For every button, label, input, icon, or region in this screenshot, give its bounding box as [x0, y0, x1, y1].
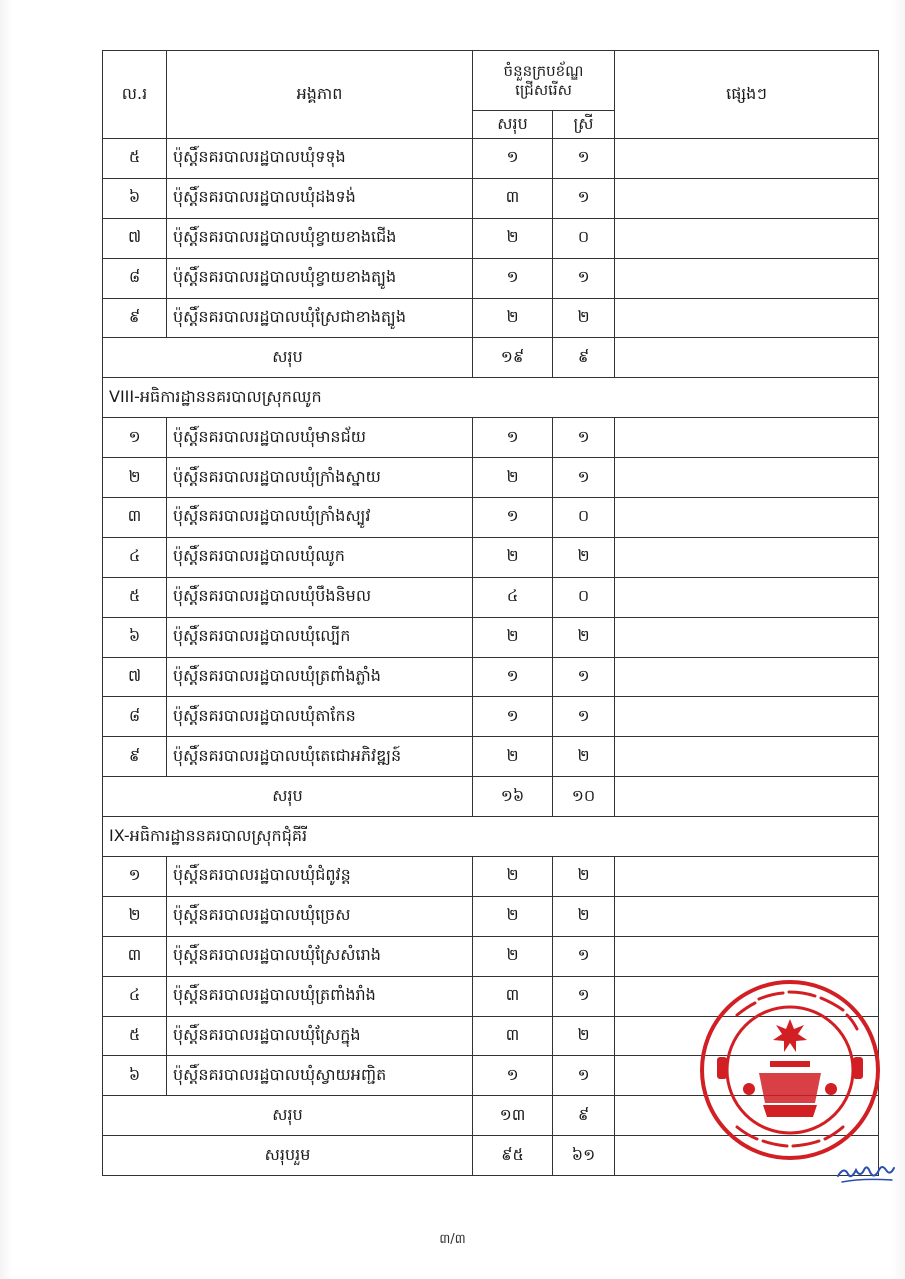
row-unit-name: ប៉ុស្តិ៍នគរបាលរដ្ឋបាលឃុំឈូក: [167, 537, 473, 577]
row-unit-name: ប៉ុស្តិ៍នគរបាលរដ្ឋបាលឃុំបឹងនិមល: [167, 577, 473, 617]
row-unit-name: ប៉ុស្តិ៍នគរបាលរដ្ឋបាលឃុំខ្វាយខាងត្បូង: [167, 258, 473, 298]
row-total: ១: [473, 697, 553, 737]
subtotal-total: ១៦: [473, 777, 553, 817]
row-total: ១: [473, 498, 553, 538]
row-other: [615, 896, 879, 936]
subtotal-total: ១៩: [473, 338, 553, 378]
row-total: ៤: [473, 577, 553, 617]
row-total: ២: [473, 617, 553, 657]
table-row: [103, 258, 879, 298]
row-female: ១: [553, 178, 615, 218]
subtotal-total: ១៣: [473, 1096, 553, 1136]
table-row: [103, 617, 879, 657]
row-total: ៣: [473, 976, 553, 1016]
row-number: ២: [103, 458, 167, 498]
subtotal-label: សរុបរួម: [103, 1136, 473, 1176]
official-seal-icon: [697, 977, 883, 1163]
row-number: ៥: [103, 577, 167, 617]
section-row: [103, 817, 879, 857]
row-total: ១: [473, 258, 553, 298]
row-unit-name: ប៉ុស្តិ៍នគរបាលរដ្ឋបាលឃុំទទុង: [167, 139, 473, 179]
page-number: ៣/៣: [439, 1232, 466, 1247]
row-unit-name: ប៉ុស្តិ៍នគរបាលរដ្ឋបាលឃុំស្រែជាខាងត្បូង: [167, 298, 473, 338]
row-female: ២: [553, 857, 615, 897]
row-total: ២: [473, 737, 553, 777]
row-female: ២: [553, 896, 615, 936]
table-row: [103, 936, 879, 976]
row-female: ១: [553, 139, 615, 179]
section-row: [103, 378, 879, 418]
row-other: [615, 857, 879, 897]
row-other: [615, 737, 879, 777]
row-unit-name: ប៉ុស្តិ៍នគរបាលរដ្ឋបាលឃុំស្វាយអញ្ជិត: [167, 1056, 473, 1096]
header-other: ផ្សេងៗ: [615, 51, 879, 139]
row-number: ៩: [103, 737, 167, 777]
header-total: សរុប: [473, 111, 553, 139]
row-number: ៥: [103, 1016, 167, 1056]
row-number: ៧: [103, 657, 167, 697]
row-other: [615, 418, 879, 458]
row-unit-name: ប៉ុស្តិ៍នគរបាលរដ្ឋបាលឃុំតាកែន: [167, 697, 473, 737]
row-total: ១: [473, 657, 553, 697]
subtotal-row: [103, 777, 879, 817]
row-total: ៣: [473, 1016, 553, 1056]
row-total: ២: [473, 936, 553, 976]
row-number: ២: [103, 896, 167, 936]
row-female: ០: [553, 577, 615, 617]
row-total: ១: [473, 418, 553, 458]
row-unit-name: ប៉ុស្តិ៍នគរបាលរដ្ឋបាលឃុំល្បើក: [167, 617, 473, 657]
row-other: [615, 298, 879, 338]
row-other: [615, 218, 879, 258]
row-other: [615, 657, 879, 697]
table-row: [103, 577, 879, 617]
header-female: ស្រី: [553, 111, 615, 139]
row-unit-name: ប៉ុស្តិ៍នគរបាលរដ្ឋបាលឃុំក្រាំងស្បូវ: [167, 498, 473, 538]
row-female: ១: [553, 976, 615, 1016]
row-number: ១: [103, 418, 167, 458]
row-unit-name: ប៉ុស្តិ៍នគរបាលរដ្ឋបាលឃុំច្រេស: [167, 896, 473, 936]
table-row: [103, 418, 879, 458]
row-number: ៦: [103, 178, 167, 218]
row-number: ៦: [103, 1056, 167, 1096]
row-other: [615, 537, 879, 577]
table-row: [103, 657, 879, 697]
row-other: [615, 458, 879, 498]
row-female: ២: [553, 298, 615, 338]
subtotal-total: ៩៥: [473, 1136, 553, 1176]
subtotal-female: ១០: [553, 777, 615, 817]
table-row: [103, 298, 879, 338]
table-row: [103, 697, 879, 737]
row-female: ១: [553, 258, 615, 298]
row-total: ២: [473, 896, 553, 936]
row-number: ៧: [103, 218, 167, 258]
row-number: ៩: [103, 298, 167, 338]
table-row: [103, 458, 879, 498]
row-total: ១: [473, 139, 553, 179]
subtotal-other: [615, 777, 879, 817]
row-female: ១: [553, 697, 615, 737]
row-other: [615, 697, 879, 737]
row-total: ៣: [473, 178, 553, 218]
row-female: ២: [553, 1016, 615, 1056]
row-unit-name: ប៉ុស្តិ៍នគរបាលរដ្ឋបាលឃុំក្រាំងស្នាយ: [167, 458, 473, 498]
handwritten-signature-icon: [832, 1158, 902, 1188]
row-number: ៤: [103, 537, 167, 577]
row-number: ១: [103, 857, 167, 897]
row-other: [615, 617, 879, 657]
subtotal-female: ៦១: [553, 1136, 615, 1176]
row-number: ៤: [103, 976, 167, 1016]
row-female: ០: [553, 498, 615, 538]
table-row: [103, 896, 879, 936]
row-unit-name: ប៉ុស្តិ៍នគរបាលរដ្ឋបាលឃុំខ្វាយខាងជើង: [167, 218, 473, 258]
row-unit-name: ប៉ុស្តិ៍នគរបាលរដ្ឋបាលឃុំមានជ័យ: [167, 418, 473, 458]
row-total: ២: [473, 218, 553, 258]
row-female: ២: [553, 617, 615, 657]
header-unit: អង្គភាព: [167, 51, 473, 139]
row-other: [615, 498, 879, 538]
table-row: [103, 498, 879, 538]
row-number: ៨: [103, 258, 167, 298]
row-other: [615, 577, 879, 617]
row-female: ២: [553, 537, 615, 577]
row-total: ២: [473, 298, 553, 338]
table-row: [103, 737, 879, 777]
table-row: [103, 857, 879, 897]
row-total: ២: [473, 857, 553, 897]
row-unit-name: ប៉ុស្តិ៍នគរបាលរដ្ឋបាលឃុំជំពូវន្ត: [167, 857, 473, 897]
subtotal-other: [615, 338, 879, 378]
row-other: [615, 258, 879, 298]
subtotal-female: ៩: [553, 338, 615, 378]
subtotal-female: ៩: [553, 1096, 615, 1136]
row-number: ៣: [103, 498, 167, 538]
table-row: [103, 139, 879, 179]
header-selected: ចំនួនក្របខ័ណ្ឌ ជ្រើសរើស: [473, 51, 615, 111]
row-total: ២: [473, 458, 553, 498]
table-row: [103, 537, 879, 577]
row-female: ២: [553, 737, 615, 777]
section-title: IX-អធិការដ្ឋាននគរបាលស្រុកជុំគីរី: [103, 817, 879, 857]
row-number: ៣: [103, 936, 167, 976]
row-other: [615, 936, 879, 976]
table-row: [103, 218, 879, 258]
table-row: [103, 178, 879, 218]
row-female: ០: [553, 218, 615, 258]
subtotal-row: [103, 338, 879, 378]
row-number: ៨: [103, 697, 167, 737]
row-female: ១: [553, 458, 615, 498]
subtotal-label: សរុប: [103, 777, 473, 817]
row-female: ១: [553, 1056, 615, 1096]
row-female: ១: [553, 936, 615, 976]
row-female: ១: [553, 657, 615, 697]
row-unit-name: ប៉ុស្តិ៍នគរបាលរដ្ឋបាលឃុំស្រែសំរោង: [167, 936, 473, 976]
row-number: ៥: [103, 139, 167, 179]
row-other: [615, 139, 879, 179]
row-unit-name: ប៉ុស្តិ៍នគរបាលរដ្ឋបាលឃុំស្រែក្នុង: [167, 1016, 473, 1056]
section-title: VIII-អធិការដ្ឋាននគរបាលស្រុកឈូក: [103, 378, 879, 418]
row-other: [615, 178, 879, 218]
subtotal-label: សរុប: [103, 1096, 473, 1136]
header-no: ល.រ: [103, 51, 167, 139]
row-unit-name: ប៉ុស្តិ៍នគរបាលរដ្ឋបាលឃុំត្រពាំងភ្លាំង: [167, 657, 473, 697]
row-unit-name: ប៉ុស្តិ៍នគរបាលរដ្ឋបាលឃុំត្រពាំងរាំង: [167, 976, 473, 1016]
subtotal-label: សរុប: [103, 338, 473, 378]
row-total: ២: [473, 537, 553, 577]
row-total: ១: [473, 1056, 553, 1096]
row-unit-name: ប៉ុស្តិ៍នគរបាលរដ្ឋបាលឃុំដងទង់: [167, 178, 473, 218]
row-number: ៦: [103, 617, 167, 657]
row-unit-name: ប៉ុស្តិ៍នគរបាលរដ្ឋបាលឃុំតេជោអភិវឌ្ឍន៍: [167, 737, 473, 777]
row-female: ១: [553, 418, 615, 458]
